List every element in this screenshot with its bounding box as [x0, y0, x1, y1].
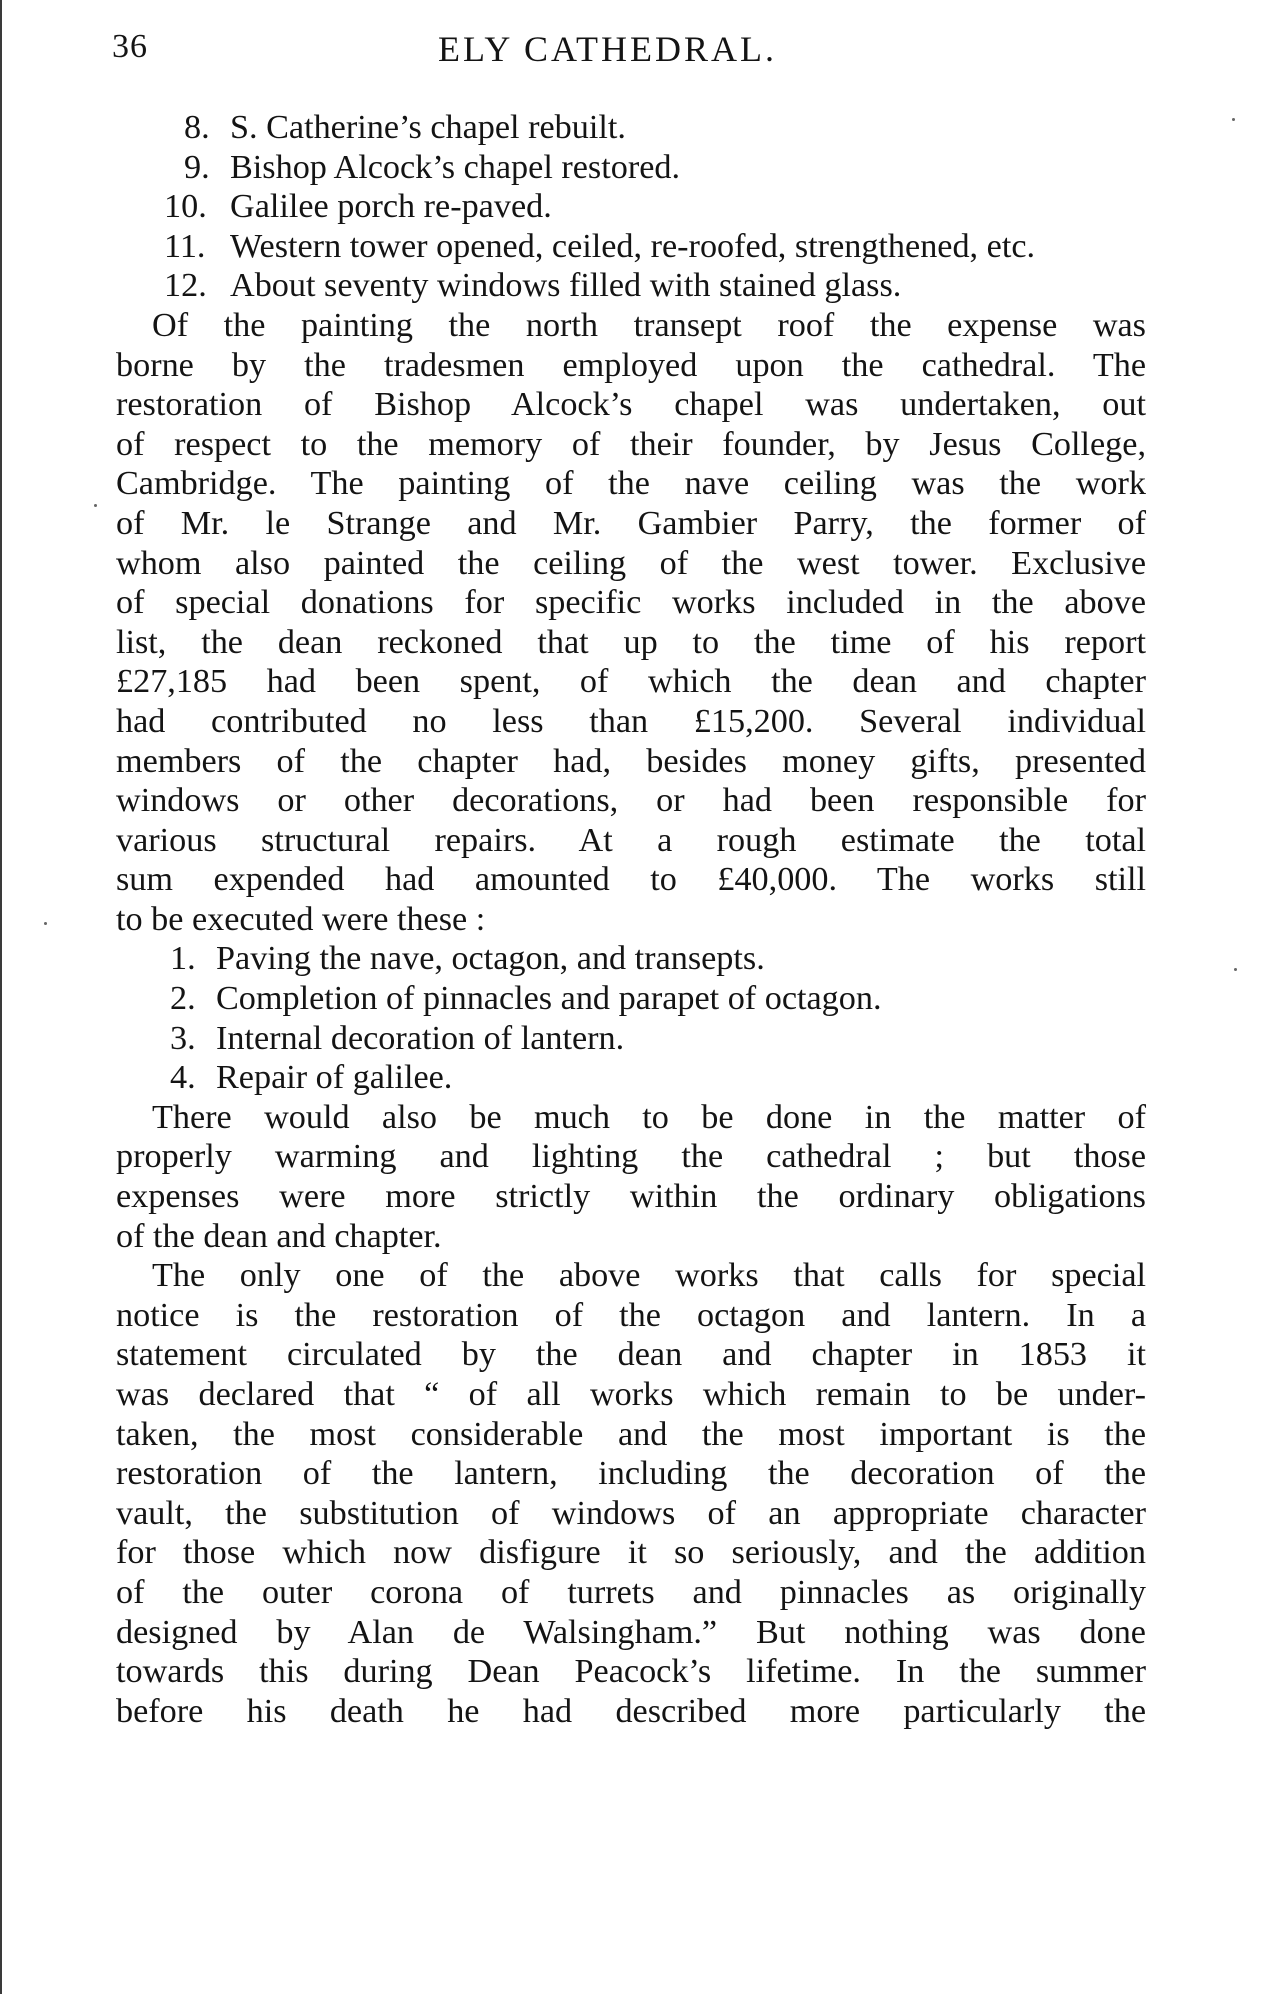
list-text: S. Catherine’s chapel rebuilt. [230, 109, 626, 146]
text-line: notice is the restoration of the octagon and lantern. In a [116, 1296, 1146, 1334]
list-number: 4. [170, 1059, 196, 1097]
list-item [116, 1019, 1146, 1059]
text-line: of respect to the memory of their founder, by Jesus College, [116, 425, 1146, 463]
scan-speck [44, 922, 47, 925]
page-number: 36 [112, 28, 148, 65]
list-item [116, 979, 1146, 1019]
paragraph-expenses [116, 306, 1146, 940]
list-text: Repair of galilee. [216, 1059, 453, 1097]
list-text: Internal decoration of lantern. [216, 1019, 625, 1057]
text-line: designed by Alan de Walsingham.” But nothing was done [116, 1613, 1146, 1651]
text-line: restoration of Bishop Alcock’s chapel was undertaken, out [116, 386, 1146, 424]
text-line: properly warming and lighting the cathedral ; but those [116, 1138, 1146, 1176]
list-item [116, 939, 1146, 979]
text-line: of the dean and chapter. [116, 1217, 442, 1255]
text-line: was declared that “ of all works which remain to be under- [116, 1376, 1146, 1413]
text-line: taken, the most considerable and the most important is the [116, 1415, 1146, 1453]
works-remaining-list [116, 939, 1146, 1097]
scan-speck [94, 504, 97, 507]
works-done-list [116, 108, 1146, 306]
list-item [116, 227, 1146, 267]
text-line: The only one of the above works that calls for special [152, 1257, 1146, 1295]
text-line: borne by the tradesmen employed upon the cathedral. The [116, 346, 1146, 384]
text-line: £27,185 had been spent, of which the dean and chapter [116, 663, 1146, 701]
text-line: Of the painting the north transept roof the expense was [152, 306, 1146, 344]
text-line: vault, the substitution of windows of an appropriate character [116, 1494, 1146, 1532]
text-line: of the outer corona of turrets and pinnacles as originally [116, 1573, 1146, 1611]
scan-speck [1232, 118, 1235, 121]
list-number: 11. [164, 227, 206, 265]
list-number: 3. [170, 1019, 196, 1057]
text-line: expenses were more strictly within the ordinary obligations [116, 1178, 1146, 1216]
list-text: Western tower opened, ceiled, re-roofed, strengthened, etc. [230, 227, 1036, 265]
page-edge-shadow [0, 0, 2, 1994]
text-line: towards this during Dean Peacock’s lifetime. In the summer [116, 1653, 1146, 1691]
list-number: 8. [184, 109, 210, 146]
list-text: Paving the nave, octagon, and transepts. [216, 940, 765, 978]
paragraph-warming [116, 1098, 1146, 1256]
list-item [116, 108, 1146, 148]
list-text: About seventy windows filled with stained glass. [230, 267, 902, 305]
list-text: Completion of pinnacles and parapet of octagon. [216, 980, 882, 1018]
list-number: 12. [164, 267, 207, 305]
paragraph-octagon [116, 1256, 1146, 1731]
list-item [116, 148, 1146, 188]
list-item [116, 266, 1146, 306]
running-title: ELY CATHEDRAL. [438, 29, 778, 69]
list-text: Bishop Alcock’s chapel restored. [230, 148, 681, 186]
text-line: to be executed were these : [116, 900, 486, 938]
list-item [116, 1058, 1146, 1098]
text-line: had contributed no less than £15,200. Several individual [116, 702, 1146, 740]
text-line: members of the chapter had, besides money gifts, presented [116, 742, 1146, 780]
text-line: whom also painted the ceiling of the west tower. Exclusive [116, 544, 1146, 582]
text-line: windows or other decorations, or had been responsible for [116, 782, 1146, 820]
text-line: before his death he had described more particularly the [116, 1692, 1146, 1730]
list-number: 2. [170, 980, 196, 1018]
text-line: There would also be much to be done in the matter of [152, 1098, 1146, 1136]
list-number: 10. [164, 188, 207, 226]
text-line: of special donations for specific works included in the above [116, 584, 1146, 622]
list-item [116, 187, 1146, 227]
scan-speck [1234, 968, 1237, 971]
text-line: restoration of the lantern, including the decoration of the [116, 1455, 1146, 1493]
text-line: list, the dean reckoned that up to the time of his report [116, 623, 1146, 661]
body-text [116, 108, 1146, 1731]
page-header [0, 28, 1267, 76]
text-line: statement circulated by the dean and chapter in 1853 it [116, 1336, 1146, 1374]
list-number: 9. [184, 148, 210, 186]
text-line: of Mr. le Strange and Mr. Gambier Parry, the former of [116, 504, 1146, 542]
text-line: Cambridge. The painting of the nave ceiling was the work [116, 465, 1146, 503]
text-line: sum expended had amounted to £40,000. The works still [116, 861, 1146, 899]
list-text: Galilee porch re-paved. [230, 188, 552, 226]
text-line: for those which now disfigure it so seriously, and the addition [116, 1534, 1146, 1572]
list-number: 1. [170, 940, 196, 978]
text-line: various structural repairs. At a rough estimate the total [116, 821, 1146, 859]
